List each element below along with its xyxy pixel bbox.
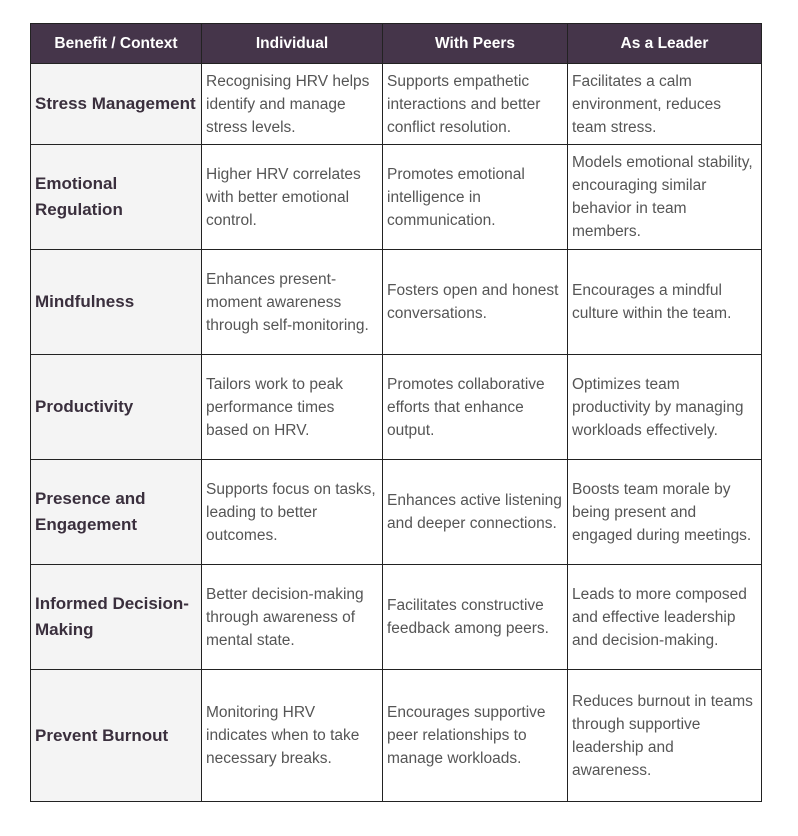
leader-cell: Optimizes team productivity by managing workloads effectively. [568, 355, 762, 460]
individual-cell: Recognising HRV helps identify and manage stress levels. [202, 64, 383, 145]
individual-cell: Monitoring HRV indicates when to take necessary breaks. [202, 670, 383, 802]
benefit-cell: Informed Decision-Making [31, 565, 202, 670]
leader-cell: Facilitates a calm environment, reduces team stress. [568, 64, 762, 145]
leader-cell: Boosts team morale by being present and engaged during meetings. [568, 460, 762, 565]
benefit-cell: Presence and Engagement [31, 460, 202, 565]
header-leader: As a Leader [568, 24, 762, 64]
individual-cell: Better decision-making through awareness of mental state. [202, 565, 383, 670]
table-row [31, 355, 762, 460]
header-benefit: Benefit / Context [31, 24, 202, 64]
header-peers: With Peers [383, 24, 568, 64]
individual-cell: Higher HRV correlates with better emotional control. [202, 145, 383, 250]
table-row [31, 250, 762, 355]
table-row [31, 64, 762, 145]
benefit-cell: Stress Management [31, 64, 202, 145]
benefit-cell: Emotional Regulation [31, 145, 202, 250]
table-row [31, 565, 762, 670]
peers-cell: Encourages supportive peer relationships to manage workloads. [383, 670, 568, 802]
peers-cell: Fosters open and honest conversations. [383, 250, 568, 355]
leader-cell: Leads to more composed and effective leadership and decision-making. [568, 565, 762, 670]
peers-cell: Promotes collaborative efforts that enhance output. [383, 355, 568, 460]
peers-cell: Enhances active listening and deeper connections. [383, 460, 568, 565]
leader-cell: Encourages a mindful culture within the team. [568, 250, 762, 355]
table-row [31, 460, 762, 565]
table-row [31, 670, 762, 802]
benefit-cell: Prevent Burnout [31, 670, 202, 802]
table-row [31, 145, 762, 250]
header-row [31, 24, 762, 64]
peers-cell: Promotes emotional intelligence in communication. [383, 145, 568, 250]
benefit-cell: Mindfulness [31, 250, 202, 355]
individual-cell: Supports focus on tasks, leading to better outcomes. [202, 460, 383, 565]
individual-cell: Tailors work to peak performance times based on HRV. [202, 355, 383, 460]
leader-cell: Models emotional stability, encouraging similar behavior in team members. [568, 145, 762, 250]
benefits-table [30, 23, 762, 802]
header-individual: Individual [202, 24, 383, 64]
leader-cell: Reduces burnout in teams through supportive leadership and awareness. [568, 670, 762, 802]
benefit-cell: Productivity [31, 355, 202, 460]
individual-cell: Enhances present-moment awareness through self-monitoring. [202, 250, 383, 355]
peers-cell: Supports empathetic interactions and better conflict resolution. [383, 64, 568, 145]
peers-cell: Facilitates constructive feedback among peers. [383, 565, 568, 670]
